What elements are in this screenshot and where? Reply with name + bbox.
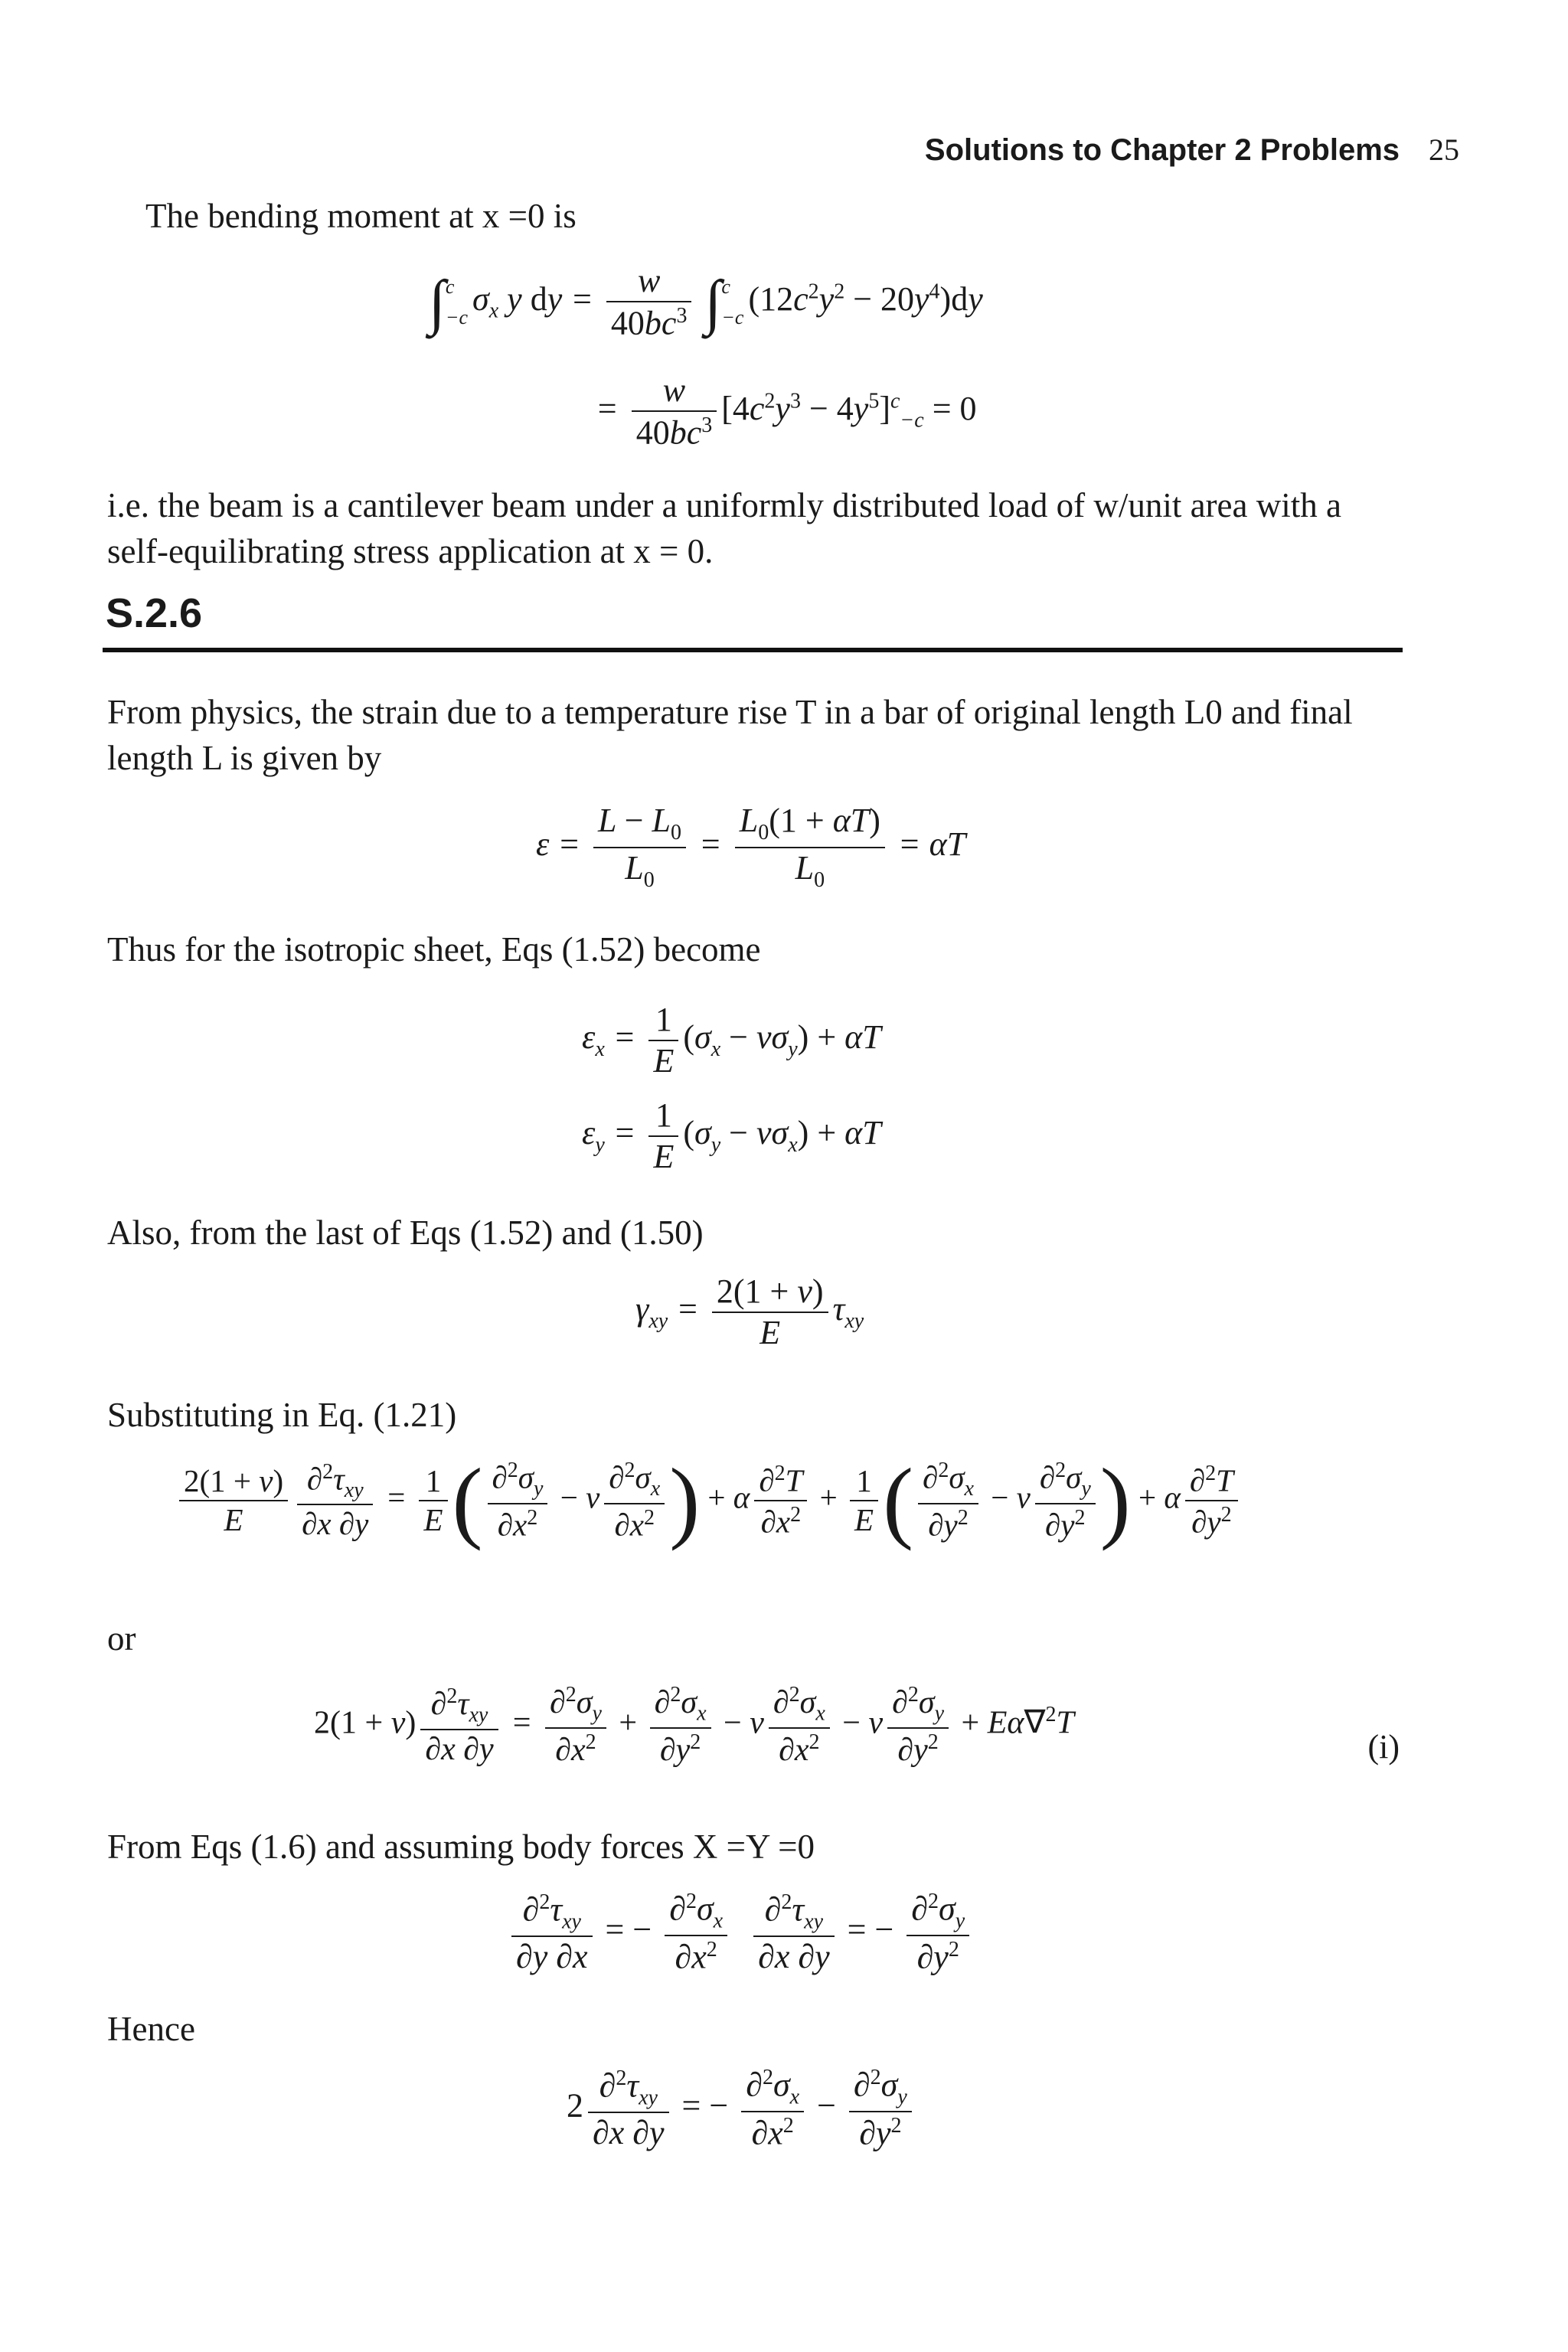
equation-strain-x: $\varepsilon_x$ = $\frac{1}{E}$ $(\sigma_x - \nu\sigma_y) + \alpha T$ bbox=[582, 1001, 881, 1080]
equation-compatibility-substituted: $\frac{2(1 + \nu)}{E}$ $\frac{\partial^2\tau_{xy}}{\partial x \partial y}$ = $\frac{1}{E}$ ( $\frac{\partial^2\sigma_y}{\partial x^2}$ − ν $\frac{\partial^2\sigma_x}{\partial x^2}$ ) + α $\frac{\partial^2T}{\partial x^2}$ + $\frac{1}{E}$ ( $\frac{\partial^2\sigma_x}{\partial y^2}$ − ν $\frac{\partial^2\sigma_y}{\partial y^2}$ ) + α $\frac{\partial^2T}{\partial y^2}$ bbox=[175, 1455, 1243, 1547]
section-heading: S.2.6 bbox=[106, 590, 203, 636]
paragraph-body-forces: From Eqs (1.6) and assuming body forces X =Y =0 bbox=[107, 1828, 815, 1866]
paragraph-or: or bbox=[107, 1619, 136, 1658]
equation-thermal-strain: ε = $\frac{L - L_0}{L_0}$ = $\frac{L_0(1 + \alpha T)}{L_0}$ = αT bbox=[536, 802, 966, 892]
paragraph-thermal-strain: From physics, the strain due to a temperature rise T in a bar of original length L0 and final length L is given by bbox=[107, 693, 1353, 777]
equation-bending-result: = $\frac{w}{40bc^3}$ $[4c^2y^3 - 4y^5]^c_{-c} = 0$ bbox=[596, 371, 977, 452]
equation-compatibility-i: 2(1 + ν) $\frac{\partial^2\tau_{xy}}{\partial x \partial y}$ = $\frac{\partial^2\sigma_y}{\partial x^2}$ + $\frac{\partial^2\sigma_x}{\partial y^2}$ − ν $\frac{\partial^2\sigma_x}{\partial x^2}$ − ν $\frac{\partial^2\sigma_y}{\partial y^2}$ + Eα∇$^2$T bbox=[314, 1683, 1074, 1769]
equation-strain-y: $\varepsilon_y$ = $\frac{1}{E}$ $(\sigma_y - \nu\sigma_x) + \alpha T$ bbox=[582, 1096, 881, 1175]
paragraph-bending-moment: The bending moment at x =0 is bbox=[145, 197, 577, 235]
running-header-title: Solutions to Chapter 2 Problems bbox=[924, 133, 1400, 167]
equation-hence: 2 $\frac{\partial^2\tau_{xy}}{\partial x \partial y}$ = − $\frac{\partial^2\sigma_x}{\partial x^2}$ − $\frac{\partial^2\sigma_y}{\partial y^2}$ bbox=[567, 2067, 916, 2151]
paragraph-shear-strain: Also, from the last of Eqs (1.52) and (1.50) bbox=[107, 1214, 704, 1252]
paragraph-substituting: Substituting in Eq. (1.21) bbox=[107, 1396, 457, 1434]
equation-bending-integral: ∫c −c $\sigma_x$ y dy = $\frac{w}{40bc^3}$ ∫c −c $(12c^2y^2 - 20y^4)dy$ bbox=[429, 262, 983, 342]
running-header bbox=[925, 132, 1459, 168]
equation-number: (i) bbox=[1367, 1728, 1400, 1766]
paragraph-isotropic-sheet: Thus for the isotropic sheet, Eqs (1.52) become bbox=[107, 930, 761, 969]
paragraph-cantilever: i.e. the beam is a cantilever beam under a uniformly distributed load of w/unit area with a self-equilibrating stress application at x = 0. bbox=[107, 486, 1341, 570]
section-rule bbox=[103, 648, 1403, 652]
equation-equilibrium: $\frac{\partial^2\tau_{xy}}{\partial y \partial x}$ = − $\frac{\partial^2\sigma_x}{\partial x^2}$ $\frac{\partial^2\tau_{xy}}{\partial x \partial y}$ = − $\frac{\partial^2\sigma_y}{\partial y^2}$ bbox=[507, 1891, 974, 1975]
equation-shear-strain: $\gamma_{xy}$ = $\frac{2(1 + \nu)}{E}$ $\tau_{xy}$ bbox=[635, 1272, 864, 1351]
paragraph-hence: Hence bbox=[107, 2010, 195, 2048]
page-number: 25 bbox=[1429, 132, 1459, 167]
